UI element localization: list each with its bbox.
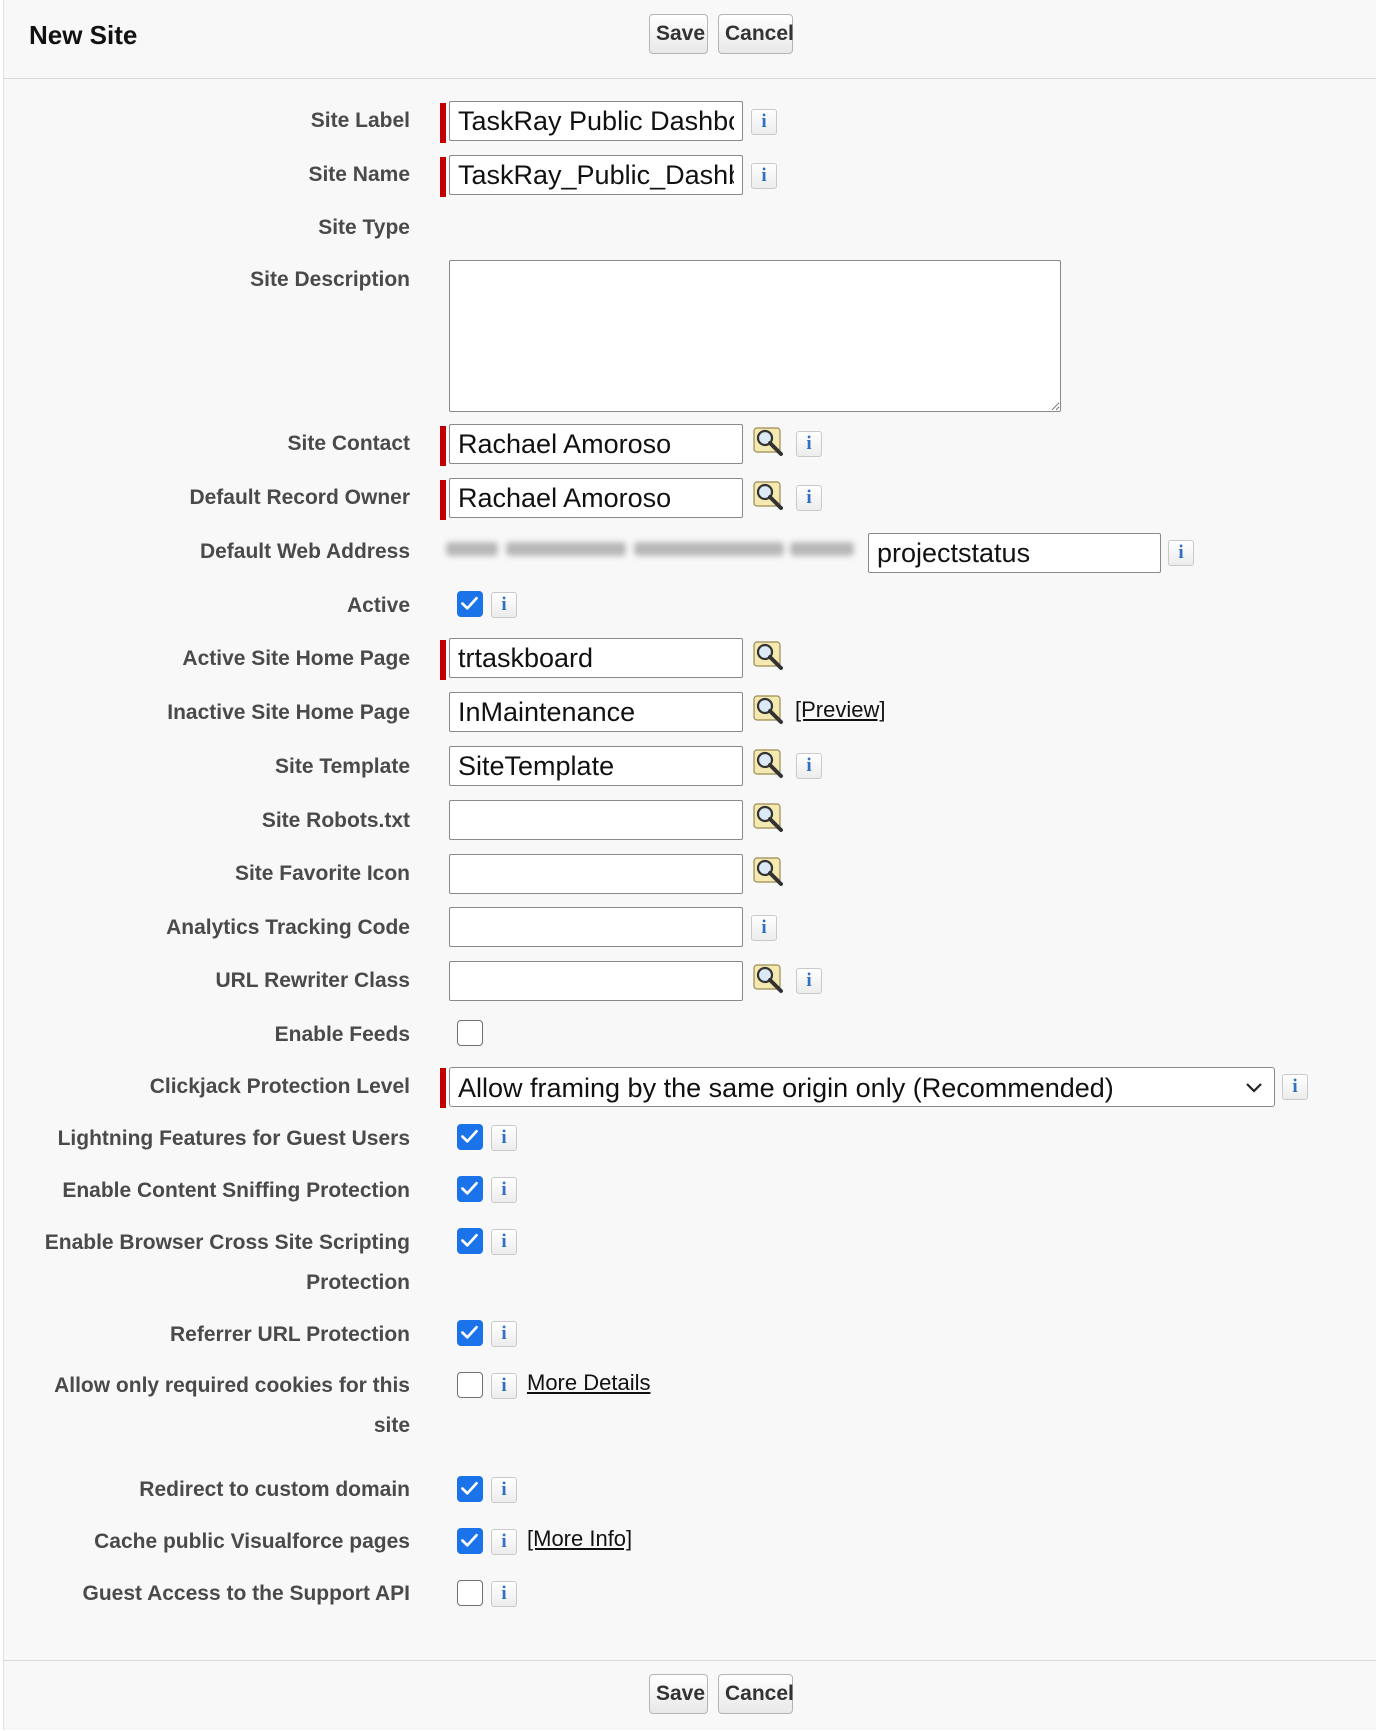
page-footer	[4, 1660, 1376, 1731]
required-cookies-checkbox[interactable]	[457, 1372, 483, 1398]
site-contact-lookup-icon[interactable]	[752, 426, 786, 458]
content-sniffing-checkbox[interactable]	[457, 1176, 483, 1202]
clickjack-selected-value: Allow framing by the same origin only (Recommended)	[458, 1073, 1114, 1103]
url-rewriter-label: URL Rewriter Class	[215, 969, 410, 992]
enable-feeds-checkbox[interactable]	[457, 1020, 483, 1046]
site-template-info-icon[interactable]: i	[796, 753, 822, 779]
active-home-page-lookup-icon[interactable]	[752, 640, 786, 672]
site-contact-info-icon[interactable]: i	[796, 431, 822, 457]
referrer-protection-label: Referrer URL Protection	[169, 1323, 410, 1346]
guest-support-api-label: Guest Access to the Support API	[82, 1582, 410, 1605]
default-record-owner-info-icon[interactable]: i	[796, 485, 822, 511]
preview-link[interactable]: [Preview]	[795, 697, 886, 722]
clickjack-label: Clickjack Protection Level	[149, 1075, 410, 1098]
clickjack-select[interactable]	[449, 1067, 1275, 1107]
xss-protection-label-line2: Protection	[306, 1271, 410, 1294]
xss-protection-info-icon[interactable]: i	[491, 1229, 517, 1255]
footer-cancel-button[interactable]: Cancel	[718, 1674, 793, 1714]
active-home-page-input[interactable]	[449, 638, 743, 678]
inactive-home-page-input[interactable]	[449, 692, 743, 732]
analytics-code-input[interactable]	[449, 907, 743, 947]
redirect-custom-info-icon[interactable]: i	[491, 1477, 517, 1503]
site-label-info-icon[interactable]: i	[751, 109, 777, 135]
required-indicator	[440, 480, 446, 520]
default-record-owner-lookup-icon[interactable]	[752, 480, 786, 512]
referrer-protection-info-icon[interactable]: i	[491, 1321, 517, 1347]
guest-support-api-checkbox[interactable]	[457, 1580, 483, 1606]
default-web-address-info-icon[interactable]: i	[1168, 540, 1194, 566]
url-rewriter-input[interactable]	[449, 961, 743, 1001]
xss-protection-label: Enable Browser Cross Site Scripting	[44, 1231, 410, 1254]
active-home-page-label: Active Site Home Page	[182, 647, 410, 670]
active-info-icon[interactable]: i	[491, 592, 517, 618]
required-indicator	[440, 640, 446, 680]
lightning-guest-label: Lightning Features for Guest Users	[57, 1127, 410, 1150]
content-sniffing-label: Enable Content Sniffing Protection	[62, 1179, 410, 1202]
xss-protection-checkbox[interactable]	[457, 1228, 483, 1254]
cache-vf-label: Cache public Visualforce pages	[94, 1530, 410, 1553]
site-description-textarea[interactable]	[449, 260, 1061, 412]
page-title: New Site	[29, 20, 138, 50]
site-favicon-input[interactable]	[449, 854, 743, 894]
inactive-home-page-lookup-icon[interactable]	[752, 694, 786, 726]
active-checkbox[interactable]	[457, 591, 483, 617]
site-description-label: Site Description	[250, 268, 410, 291]
required-indicator	[440, 103, 446, 143]
site-template-label: Site Template	[275, 755, 410, 778]
site-contact-input[interactable]	[449, 424, 743, 464]
analytics-code-label: Analytics Tracking Code	[166, 916, 410, 939]
analytics-code-info-icon[interactable]: i	[751, 915, 777, 941]
site-template-input[interactable]	[449, 746, 743, 786]
default-web-address-input[interactable]	[868, 533, 1161, 573]
footer-save-button[interactable]: Save	[649, 1674, 708, 1714]
redirect-custom-checkbox[interactable]	[457, 1476, 483, 1502]
site-template-lookup-icon[interactable]	[752, 748, 786, 780]
enable-feeds-label: Enable Feeds	[274, 1023, 410, 1046]
site-favicon-lookup-icon[interactable]	[752, 856, 786, 888]
default-record-owner-input[interactable]	[449, 478, 743, 518]
save-button[interactable]: Save	[649, 14, 708, 54]
active-label: Active	[346, 594, 410, 617]
cache-vf-info-icon[interactable]: i	[491, 1529, 517, 1555]
more-details-link[interactable]: More Details	[527, 1370, 651, 1395]
required-cookies-label: Allow only required cookies for this	[54, 1374, 410, 1397]
site-robots-lookup-icon[interactable]	[752, 802, 786, 834]
inactive-home-page-label: Inactive Site Home Page	[167, 701, 410, 724]
site-robots-input[interactable]	[449, 800, 743, 840]
chevron-down-icon	[1244, 1081, 1264, 1095]
required-cookies-info-icon[interactable]: i	[491, 1373, 517, 1399]
page-header	[4, 0, 1376, 79]
required-indicator	[440, 426, 446, 466]
site-robots-label: Site Robots.txt	[261, 809, 410, 832]
cache-vf-checkbox[interactable]	[457, 1528, 483, 1554]
site-favicon-label: Site Favorite Icon	[234, 862, 410, 885]
default-web-address-label: Default Web Address	[199, 540, 410, 563]
site-name-info-icon[interactable]: i	[751, 163, 777, 189]
site-name-input[interactable]	[449, 155, 743, 195]
site-contact-label: Site Contact	[287, 432, 410, 455]
more-info-link[interactable]: [More Info]	[527, 1526, 633, 1551]
guest-support-api-info-icon[interactable]: i	[491, 1581, 517, 1607]
default-record-owner-label: Default Record Owner	[189, 486, 410, 509]
site-name-label: Site Name	[308, 163, 410, 186]
clickjack-info-icon[interactable]: i	[1282, 1074, 1308, 1100]
site-type-label: Site Type	[318, 216, 410, 239]
cancel-button[interactable]: Cancel	[718, 14, 793, 54]
content-sniffing-info-icon[interactable]: i	[491, 1177, 517, 1203]
site-label-label: Site Label	[310, 109, 410, 132]
lightning-guest-info-icon[interactable]: i	[491, 1125, 517, 1151]
redirect-custom-label: Redirect to custom domain	[139, 1478, 410, 1501]
required-indicator	[440, 1068, 446, 1108]
lightning-guest-checkbox[interactable]	[457, 1124, 483, 1150]
referrer-protection-checkbox[interactable]	[457, 1320, 483, 1346]
site-label-input[interactable]	[449, 101, 743, 141]
blurred-domain-prefix	[446, 536, 858, 562]
url-rewriter-lookup-icon[interactable]	[752, 963, 786, 995]
url-rewriter-info-icon[interactable]: i	[796, 968, 822, 994]
required-cookies-label-line2: site	[373, 1414, 410, 1437]
required-indicator	[440, 157, 446, 197]
